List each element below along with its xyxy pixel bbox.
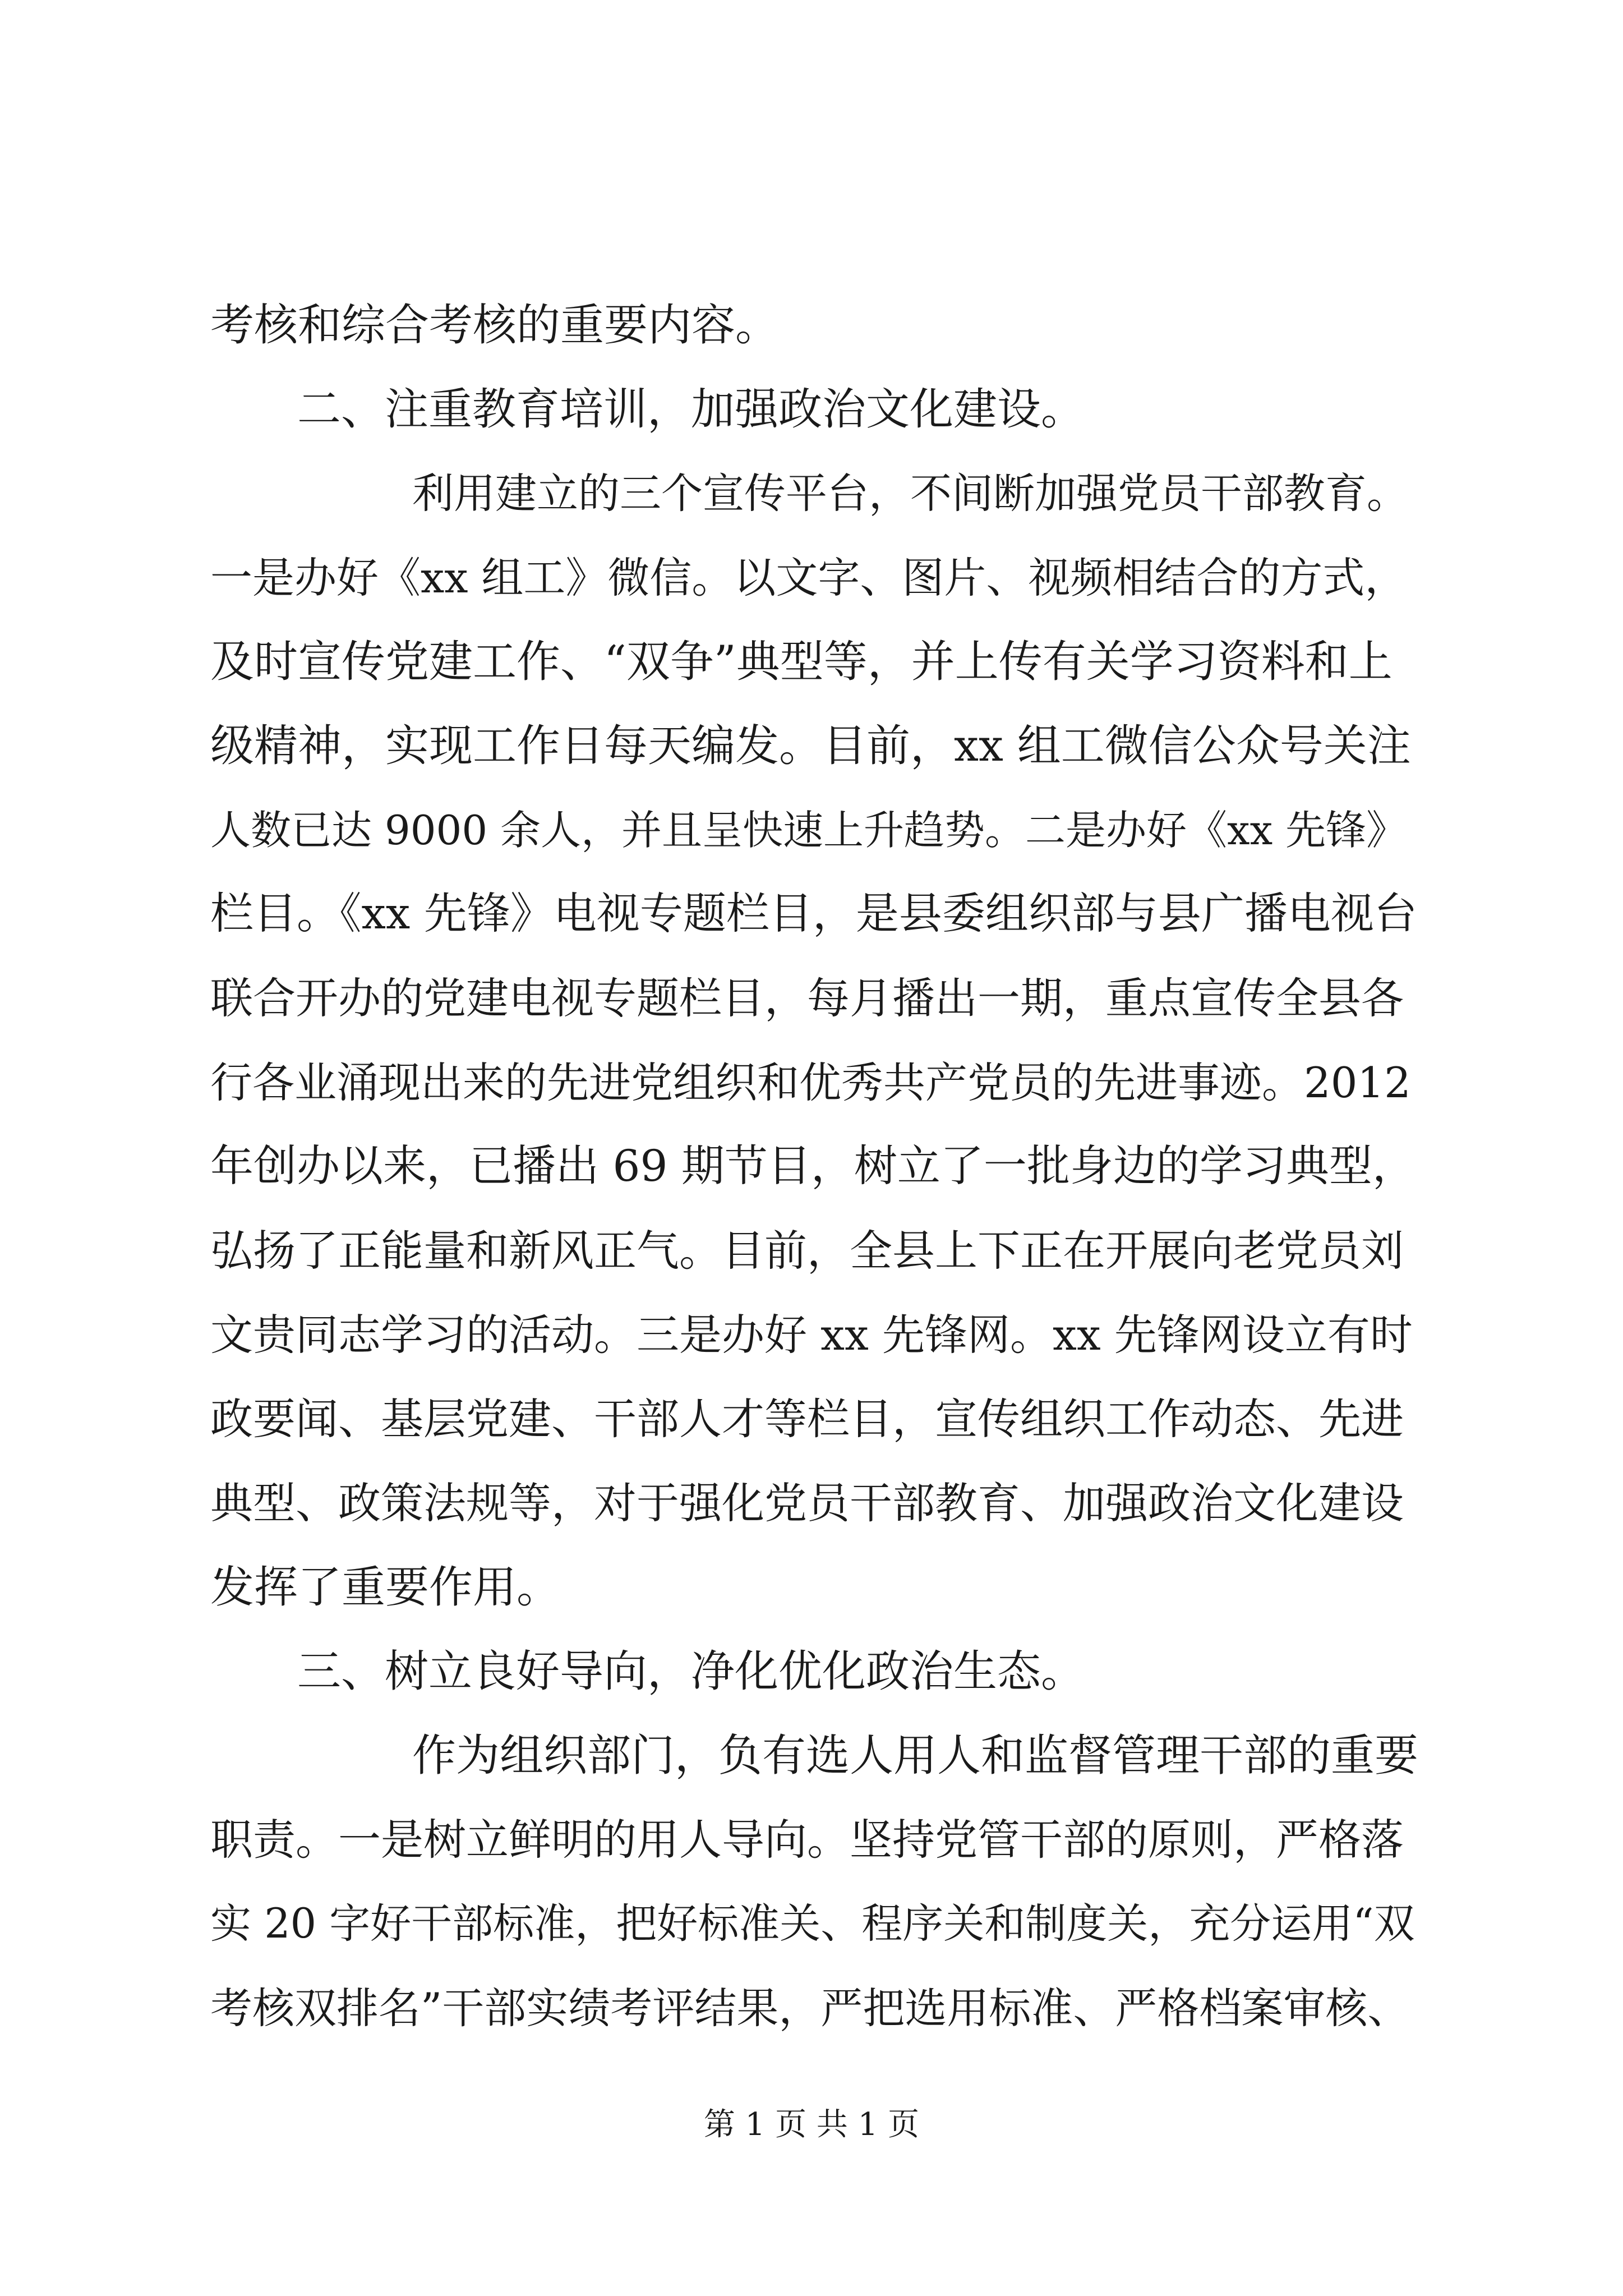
text-line: 利用建立的三个宣传平台，不间断加强党员干部教育。 [412, 470, 1408, 518]
text-line: 人数已达 9000 余人，并且呈快速上升趋势。二是办好《xx 先锋》 [210, 807, 1407, 854]
text-line: 政要闻、基层党建、干部人才等栏目，宣传组织工作动态、先进 [210, 1394, 1404, 1444]
text-line: 栏目。《xx 先锋》电视专题栏目，是县委组织部与县广播电视台 [210, 889, 1417, 939]
text-line: 文贵同志学习的活动。三是办好 xx 先锋网。xx 先锋网设立有时 [210, 1310, 1413, 1360]
section-heading: 三、树立良好导向，净化优化政治生态。 [297, 1646, 1085, 1697]
text-line: 年创办以来，已播出 69 期节目，树立了一批身边的学习典型， [210, 1142, 1415, 1191]
text-line: 实 20 字好干部标准，把好标准关、程序关和制度关，充分运用“双 [210, 1900, 1415, 1948]
text-line: 级精神，实现工作日每天编发。目前，xx 组工微信公众号关注 [210, 721, 1411, 771]
text-line: 典型、政策法规等，对于强化党员干部教育、加强政治文化建设 [210, 1478, 1404, 1528]
text-line: 作为组织部门，负有选人用人和监督管理干部的重要 [412, 1731, 1419, 1781]
text-line: 弘扬了正能量和新风正气。目前，全县上下正在开展向老党员刘 [210, 1226, 1404, 1276]
section-heading: 二、注重教育培训，加强政治文化建设。 [297, 384, 1085, 435]
text-line: 职责。一是树立鲜明的用人导向。坚持党管干部的原则，严格落 [210, 1815, 1404, 1865]
text-line: 考核和综合考核的重要内容。 [210, 300, 780, 351]
text-line: 一是办好《xx 组工》微信。以文字、图片、视频相结合的方式， [210, 553, 1407, 602]
text-line: 联合开办的党建电视专题栏目，每月播出一期，重点宣传全县各 [210, 973, 1404, 1023]
text-line: 发挥了重要作用。 [210, 1562, 561, 1613]
text-line: 考核双排名”干部实绩考评结果，严把选用标准、严格档案审核、 [210, 1984, 1410, 2033]
text-line: 行各业涌现出来的先进党组织和优秀共产党员的先进事迹。2012 [210, 1058, 1411, 1107]
page-footer: 第 1 页 共 1 页 [703, 2106, 920, 2143]
text-line: 及时宣传党建工作、“双争”典型等，并上传有关学习资料和上 [210, 637, 1393, 687]
